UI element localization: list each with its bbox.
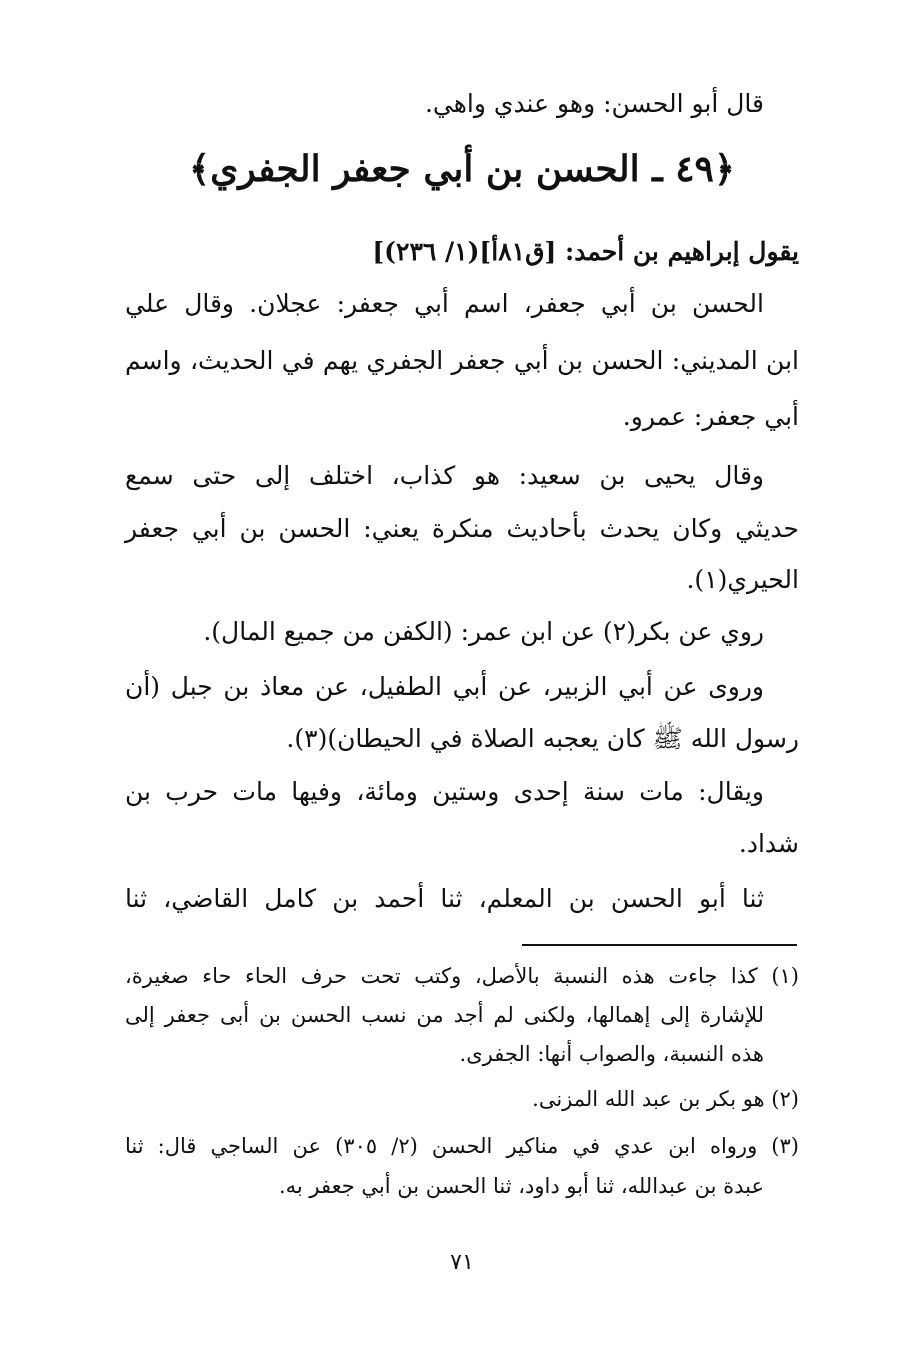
- page-number: ٧١: [450, 1250, 474, 1275]
- entry-heading: ﴿٤٩ ـ الحسن بن أبي جعفر الجفري﴾: [189, 148, 735, 190]
- body-line: شداد.: [738, 829, 799, 858]
- body-line: وقال يحيى بن سعيد: هو كذاب، اختلف إلى حتى سمع: [125, 461, 764, 490]
- speaker-line: يقول إبراهيم بن أحمد: [ق٨١أ](١/ ٢٣٦)]: [372, 237, 799, 266]
- body-line: ويقال: مات سنة إحدى وستين ومائة، وفيها مات حرب بن: [125, 777, 764, 806]
- body-line: ابن المديني: الحسن بن أبي جعفر الجفري يهم في الحديث، واسم: [125, 346, 799, 375]
- body-line: الحسن بن أبي جعفر، اسم أبي جعفر: عجلان. وقال علي: [125, 289, 764, 318]
- body-line: روي عن بكر(٢) عن ابن عمر: (الكفن من جميع المال).: [203, 617, 764, 646]
- body-line: ثنا أبو الحسن بن المعلم، ثنا أحمد بن كامل القاضي، ثنا: [125, 884, 764, 913]
- footnote-separator: [522, 944, 797, 946]
- body-line: الحيري(١).: [686, 565, 799, 594]
- body-line: رسول الله ﷺ كان يعجبه الصلاة في الحيطان)(٣).: [286, 724, 799, 753]
- body-line: وروى عن أبي الزبير، عن أبي الطفيل، عن معاذ بن جبل (أن: [125, 672, 764, 701]
- footnote-line: (٢) هو بكر بن عبد الله المزنى.: [532, 1087, 799, 1111]
- footnote-line: (٣) ورواه ابن عدي في مناكير الحسن (٢/ ٣٠٥) عن الساجي قال: ثنا: [125, 1134, 799, 1158]
- body-line: أبي جعفر: عمرو.: [622, 402, 799, 431]
- footnote-line: للإشارة إلى إهمالها، ولكنى لم أجد من نسب الحسن بن أبى جعفر إلى: [125, 1003, 764, 1027]
- intro-line: قال أبو الحسن: وهو عندي واهي.: [424, 89, 764, 118]
- footnote-line: هذه النسبة، والصواب أنها: الجفرى.: [459, 1042, 764, 1066]
- footnote-line: عبدة بن عبدالله، ثنا أبو داود، ثنا الحسن بن أبي جعفر به.: [278, 1174, 764, 1198]
- body-line: حديثي وكان يحدث بأحاديث منكرة يعني: الحسن بن أبي جعفر: [125, 514, 799, 543]
- footnote-line: (١) كذا جاءت هذه النسبة بالأصل، وكتب تحت حرف الحاء حاء صغيرة،: [125, 964, 799, 988]
